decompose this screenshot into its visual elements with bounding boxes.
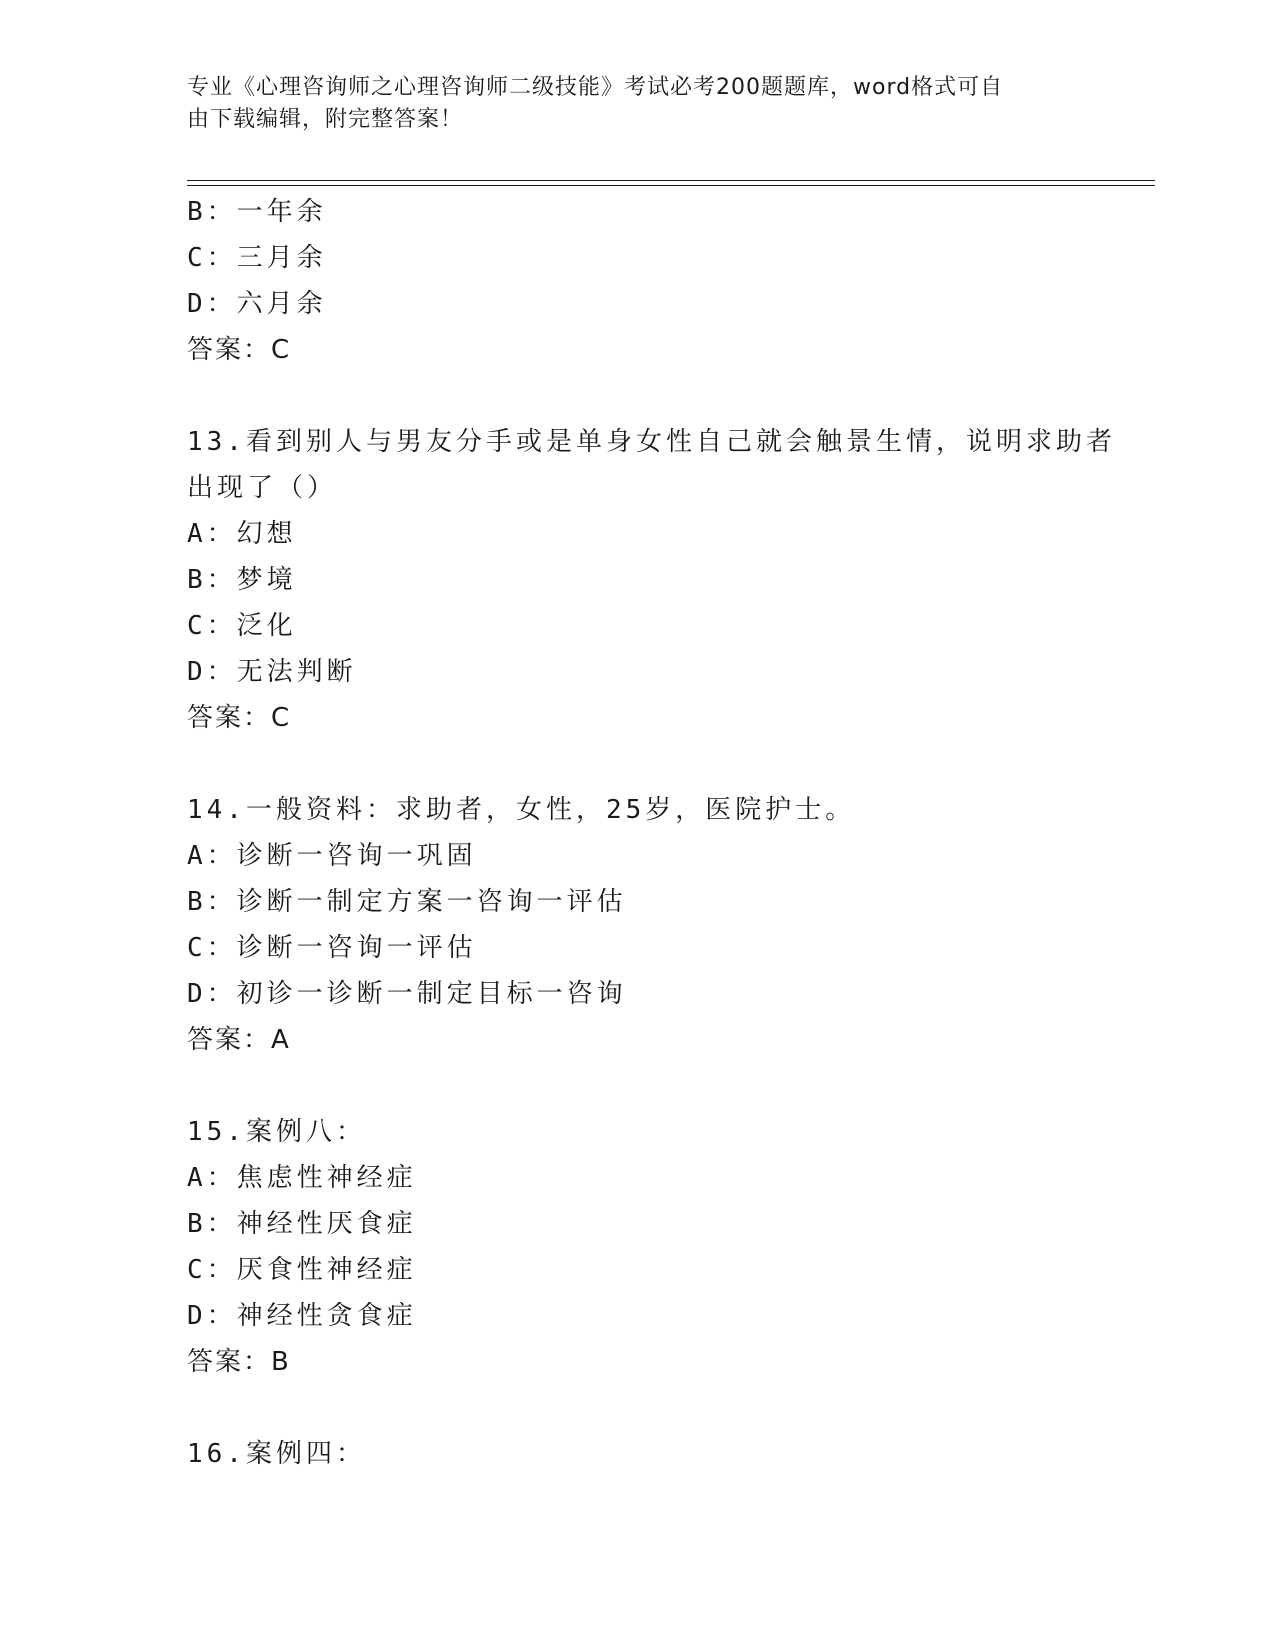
question-15 [187, 1109, 1087, 1385]
option-a: A：诊断一咨询一巩固 [187, 841, 477, 871]
answer-line: 答案：A [187, 1025, 291, 1055]
question-14 [187, 787, 1087, 1063]
option-c: C：诊断一咨询一评估 [187, 933, 477, 963]
option-b: B：一年余 [187, 197, 327, 227]
header-line-2: 由下载编辑，附完整答案！ [187, 107, 464, 132]
question-stem: 15.案例八： [187, 1117, 366, 1147]
option-c: C：泛化 [187, 611, 297, 641]
question-stem: 16.案例四： [187, 1439, 366, 1469]
option-a: A：幻想 [187, 519, 297, 549]
option-d: D：神经性贪食症 [187, 1301, 417, 1331]
answer-line: 答案：B [187, 1347, 291, 1377]
question-stem: 14.一般资料：求助者，女性，25岁，医院护士。 [187, 795, 856, 825]
document-header [187, 72, 1067, 136]
question-16 [187, 1431, 1087, 1477]
question-stem-cont: 出现了（） [187, 473, 338, 503]
spacer [187, 1385, 1087, 1431]
option-b: B：神经性厌食症 [187, 1209, 417, 1239]
option-b: B：诊断一制定方案一咨询一评估 [187, 887, 627, 917]
option-c: C：厌食性神经症 [187, 1255, 417, 1285]
option-b: B：梦境 [187, 565, 297, 595]
option-d: D：无法判断 [187, 657, 357, 687]
spacer [187, 1063, 1087, 1109]
option-d: D：六月余 [187, 289, 327, 319]
option-d: D：初诊一诊断一制定目标一咨询 [187, 979, 627, 1009]
question-12 [187, 189, 1087, 373]
question-13 [187, 419, 1116, 741]
header-divider-bottom [187, 185, 1155, 186]
question-list [187, 189, 1116, 1477]
answer-line: 答案：C [187, 703, 292, 733]
option-a: A：焦虑性神经症 [187, 1163, 417, 1193]
header-line-1: 专业《心理咨询师之心理咨询师二级技能》考试必考200题题库，word格式可自 [187, 75, 1004, 100]
spacer [187, 373, 1087, 419]
spacer [187, 741, 1087, 787]
option-c: C：三月余 [187, 243, 327, 273]
question-stem: 13.看到别人与男友分手或是单身女性自己就会触景生情，说明求助者 [187, 427, 1116, 457]
answer-line: 答案：C [187, 335, 292, 365]
header-divider-top [187, 180, 1155, 181]
